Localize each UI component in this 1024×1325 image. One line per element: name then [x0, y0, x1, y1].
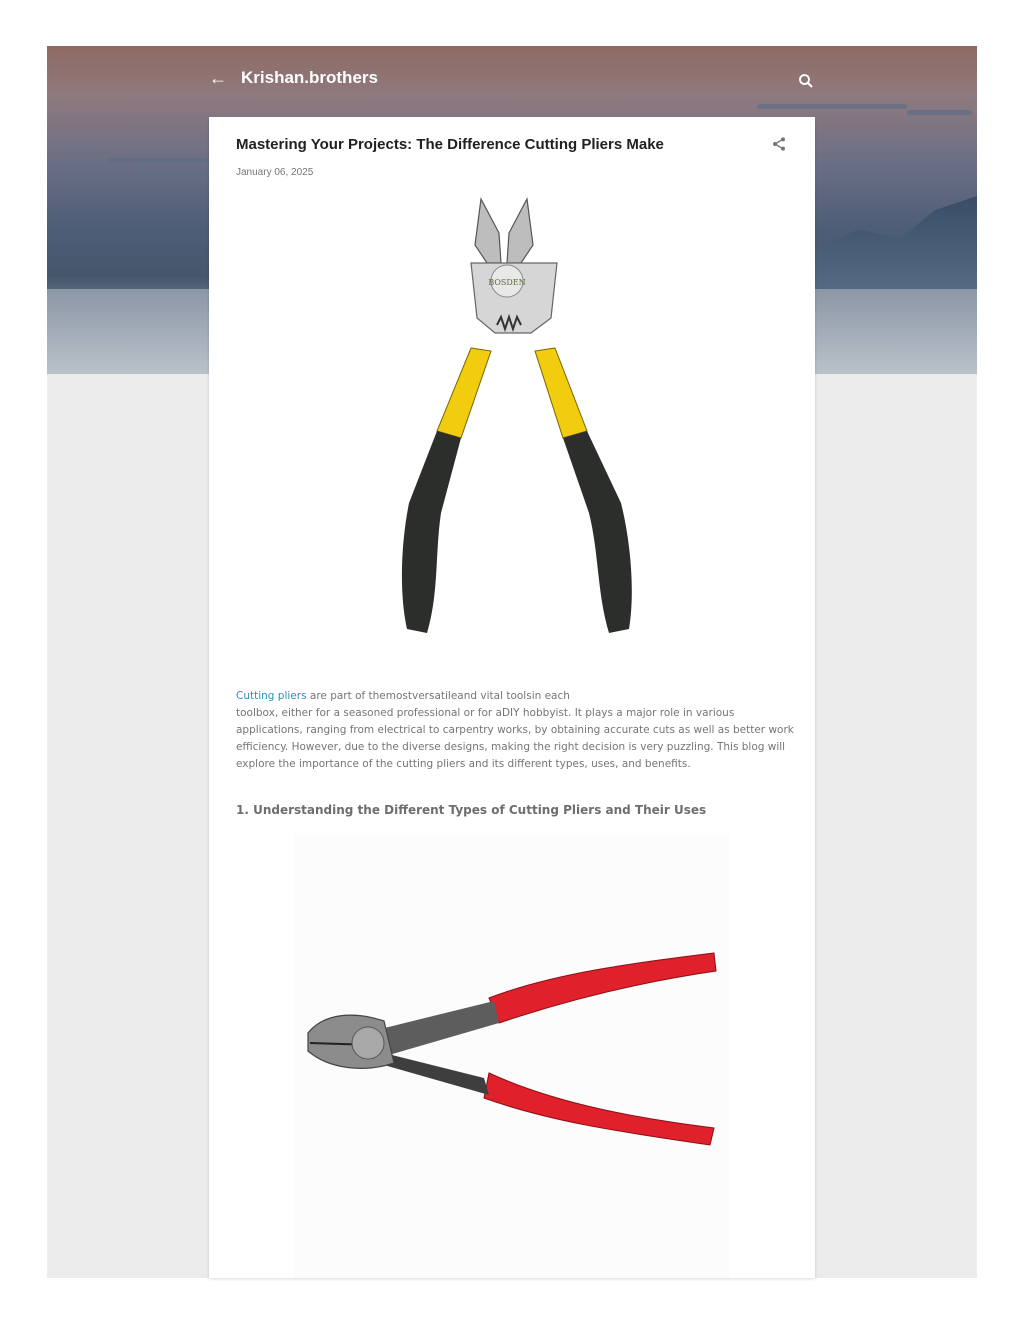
arrow-left-icon[interactable]: ← [209, 68, 227, 88]
post-title: Mastering Your Projects: The Difference Cutting Pliers Make [236, 136, 664, 153]
intro-paragraph [236, 688, 796, 773]
share-icon[interactable] [771, 136, 787, 152]
yellow-cutting-pliers-image[interactable] [379, 193, 649, 638]
intro-rest-text: toolbox, either for a seasoned professional or for aDIY hobbyist. It plays a major role in various applications, ranging from electrical to carpentry works, by obtaining accurate cuts as well as better work efficiency. However, due to the diverse designs, making the right decision is very puzzling. This blog will explore the importance of the cutting pliers and its different types, uses, and benefits. [236, 707, 794, 770]
post-date: January 06, 2025 [236, 167, 314, 178]
intro-first-line: are part of themostversatileand vital toolsin each [306, 690, 570, 702]
red-cutting-pliers-image[interactable] [294, 833, 729, 1278]
section-heading: 1. Understanding the Different Types of Cutting Pliers and Their Uses [236, 803, 707, 817]
cutting-pliers-link[interactable]: Cutting pliers [236, 690, 307, 702]
top-bar [209, 60, 815, 100]
search-icon[interactable] [797, 72, 815, 90]
site-title[interactable]: Krishan.brothers [241, 68, 378, 87]
pliers-brand-logo: BOSDEN [488, 278, 526, 287]
post-card [209, 117, 815, 1278]
